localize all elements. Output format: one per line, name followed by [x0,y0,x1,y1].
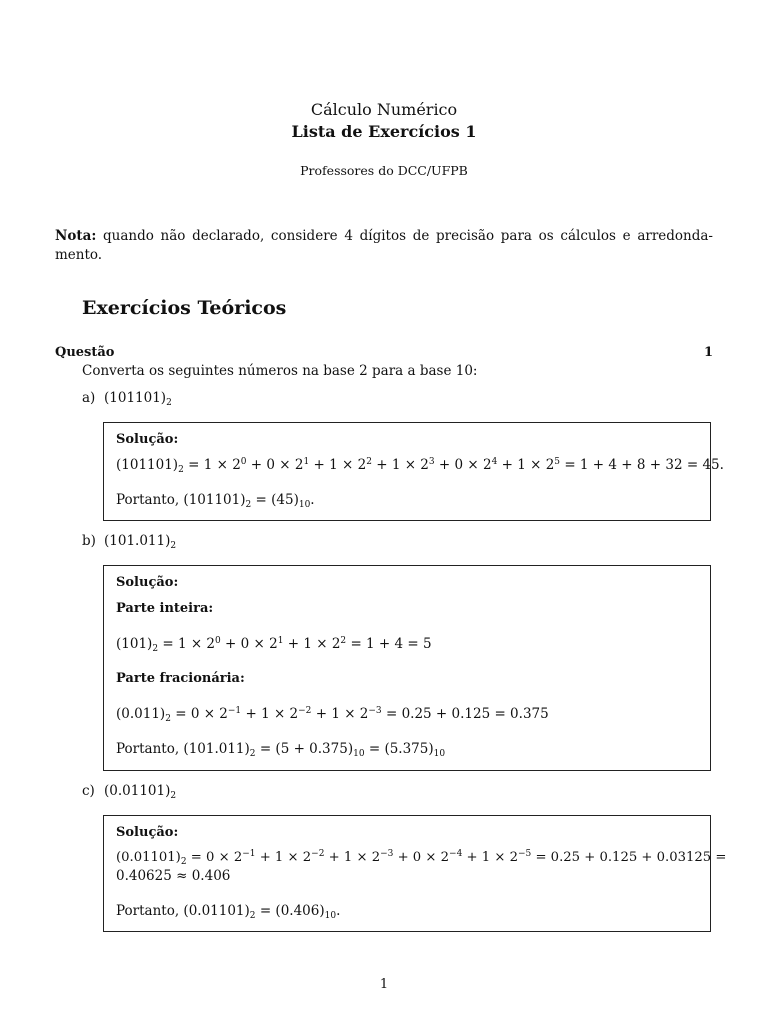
item-a [82,390,172,406]
solution-a-conclusion: Portanto, $(101101)_2 = (45)_{10}$. [116,492,315,510]
authors: Professores do DCC/UFPB [300,163,468,178]
solution-c-conclusion: Portanto, $(0.01101)_2 = (0.406)_{10}$. [116,903,341,921]
solution-box-b [103,565,711,771]
course-title: Cálculo Numérico [310,100,458,119]
question-prompt: Converta os seguintes números na base 2 para a base 10: [82,363,478,379]
solution-b-frac-equation: $(0.011)_2 = 0 \times 2^{-1} + 1 \times 2^{-2} + 1 \times 2^{-3} = 0.25 + 0.125 = 0.375$ [116,706,549,724]
page-number: 1 [379,977,389,992]
solution-b-int-heading: Parte inteira: [116,601,214,616]
question-label: Questão [55,345,115,360]
section-title: Exercícios Teóricos [82,297,287,319]
item-b [82,533,176,549]
item-c-label: c) [82,783,95,799]
solution-b-conclusion: Portanto, $(101.011)_2 = (5 + 0.375)_{10} = (5.375)_{10}$ [116,741,446,759]
item-c-number: (0.01101) [104,783,171,799]
item-b-number: (101.011) [104,533,171,549]
note-label: Nota: [55,228,97,244]
solution-a-equation: $(101101)_2 = 1 \times 2^0 + 0 \times 2^1 + 1 \times 2^2 + 1 \times 2^3 + 0 \times 2^4 + 1 \times 2^5 = 1 + 4 + 8 + 32 = 45$. [116,457,724,475]
solution-box-a [103,422,724,521]
solution-b-int-equation: $(101)_2 = 1 \times 2^0 + 0 \times 2^1 + 1 \times 2^2 = 1 + 4 = 5$ [116,636,432,654]
solution-c-heading: Solução: [116,825,179,840]
item-b-label: b) [82,533,96,549]
solution-b-frac-heading: Parte fracionária: [116,671,245,686]
solution-c-equation-cont: 0.40625 ≈ 0.406 [116,868,231,884]
question-number: 1 [703,345,713,360]
item-a-label: a) [82,390,96,406]
question-header [55,345,713,360]
solution-c-equation: $(0.01101)_2 = 0 \times 2^{-1} + 1 \times 2^{-2} + 1 \times 2^{-3} + 0 \times 2^{-4} + 1 \times 2^{-5} = 0.25 + 0.125 + 0.03125$ = [116,849,727,867]
item-c-base: 2 [170,791,177,801]
item-a-number: (101101) [104,390,167,406]
note-text: quando não declarado, considere 4 dígitos de precisão para os cálculos e arredonda-mento. [55,228,713,263]
item-b-base: 2 [170,541,177,551]
note-paragraph [55,227,713,265]
solution-a-heading: Solução: [116,432,179,447]
item-a-base: 2 [166,398,172,408]
solution-b-heading: Solução: [116,575,179,590]
solution-box-c [103,815,727,932]
list-title: Lista de Exercícios 1 [291,122,477,141]
item-c [82,783,176,799]
